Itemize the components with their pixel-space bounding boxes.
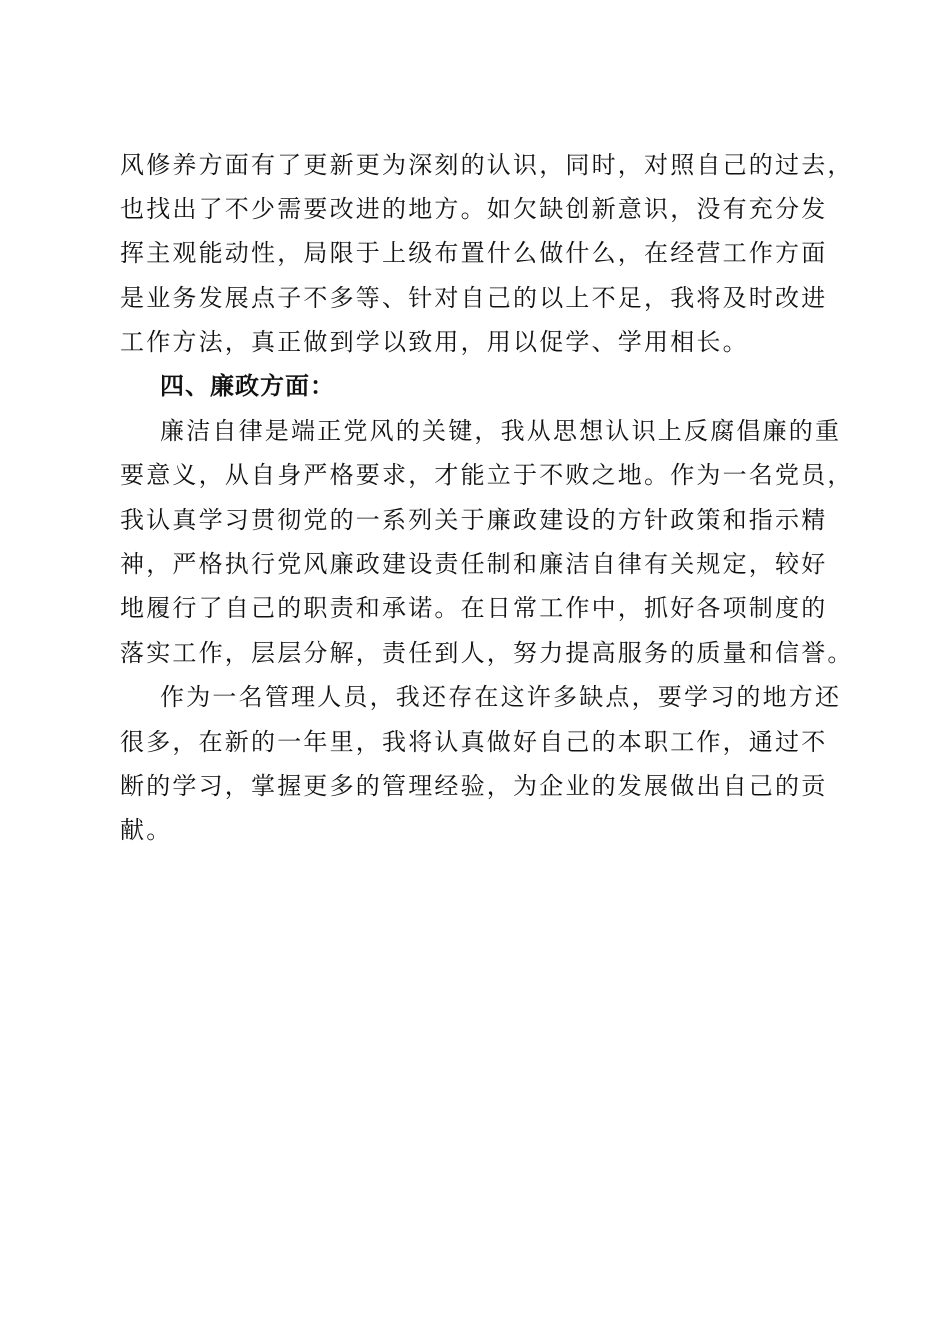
body-text-line: 我认真学习贯彻党的一系列关于廉政建设的方针政策和指示精	[120, 506, 828, 534]
body-text-line: 落实工作，层层分解，责任到人，努力提高服务的质量和信誉。	[120, 639, 854, 667]
body-text-line: 风修养方面有了更新更为深刻的认识，同时，对照自己的过去，	[120, 151, 854, 179]
body-text-line: 地履行了自己的职责和承诺。在日常工作中，抓好各项制度的	[120, 594, 828, 622]
body-text-line: 很多，在新的一年里，我将认真做好自己的本职工作，通过不	[120, 728, 828, 756]
body-text-line: 挥主观能动性，局限于上级布置什么做什么，在经营工作方面	[120, 239, 828, 267]
body-text-line: 工作方法，真正做到学以致用，用以促学、学用相长。	[120, 328, 749, 356]
body-text-line: 神，严格执行党风廉政建设责任制和廉洁自律有关规定，较好	[120, 550, 828, 578]
body-text-line: 是业务发展点子不多等、针对自己的以上不足，我将及时改进	[120, 284, 828, 312]
body-text-line: 要意义，从自身严格要求，才能立于不败之地。作为一名党员，	[120, 461, 854, 489]
body-text-line: 献。	[120, 816, 173, 844]
body-text-line: 也找出了不少需要改进的地方。如欠缺创新意识，没有充分发	[120, 195, 828, 223]
body-text-line: 廉洁自律是端正党风的关键，我从思想认识上反腐倡廉的重	[160, 417, 842, 445]
body-text-line: 作为一名管理人员，我还存在这许多缺点，要学习的地方还	[160, 683, 842, 711]
section-heading: 四、廉政方面：	[160, 371, 335, 400]
body-text-line: 断的学习，掌握更多的管理经验，为企业的发展做出自己的贡	[120, 772, 828, 800]
